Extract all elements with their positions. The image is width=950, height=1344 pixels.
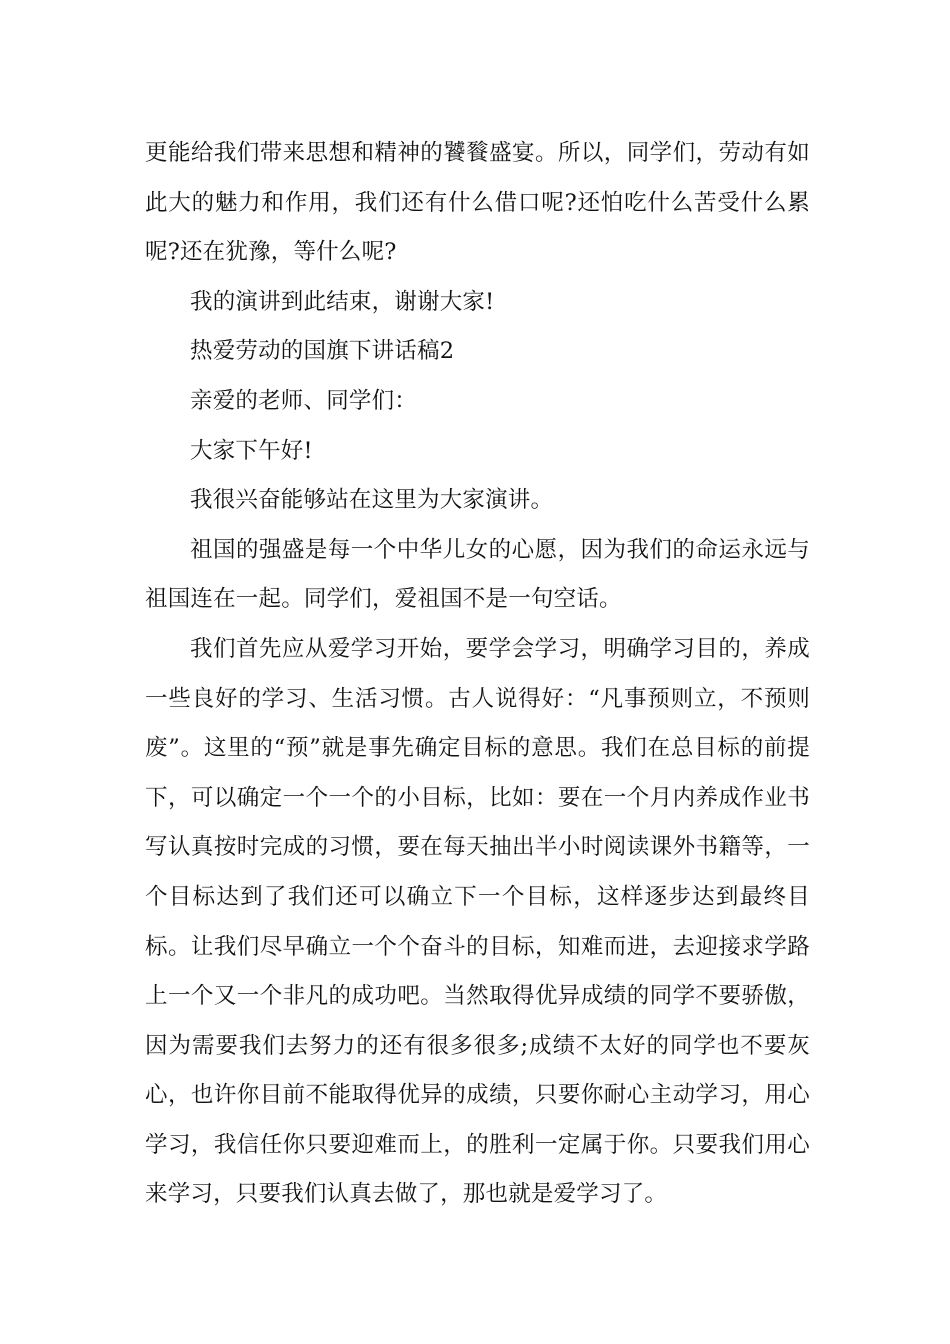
salutation: 亲爱的老师、同学们： [190, 387, 418, 414]
speech-title: 热爱劳动的国旗下讲话稿2 [190, 338, 455, 365]
paragraph-opening: 我很兴奋能够站在这里为大家演讲。 [190, 487, 554, 514]
paragraph-closing: 我的演讲到此结束，谢谢大家! [190, 288, 495, 315]
paragraph-motherland: 祖国的强盛是每一个中华儿女的心愿，因为我们的命运永远与祖国连在一起。同学们，爱祖国不是一句空话。 [145, 536, 810, 613]
paragraph-study: 我们首先应从爱学习开始，要学会学习，明确学习目的，养成一些良好的学习、生活习惯。古人说得好：“凡事预则立，不预则废”。这里的“预”就是事先确定目标的意思。我们在总目标的前提下，可以确定一个一个的小目标，比如：要在一个月内养成作业书写认真按时完成的习惯，要在每天抽出半小时阅读课外书籍等，一个目标达到了我们还可以确立下一个目标，这样逐步达到最终目标。让我们尽早确立一个个奋斗的目标，知难而进，去迎接求学路上一个又一个非凡的成功吧。当然取得优异成绩的同学不要骄傲，因为需要我们去努力的还有很多很多;成绩不太好的同学也不要灰心，也许你目前不能取得优异的成绩，只要你耐心主动学习，用心学习，我信任你只要迎难而上，的胜利一定属于你。只要我们用心来学习，只要我们认真去做了，那也就是爱学习了。 [145, 635, 810, 1208]
document-page [145, 129, 810, 1220]
paragraph-continuation: 更能给我们带来思想和精神的饕餮盛宴。所以，同学们，劳动有如此大的魅力和作用，我们还有什么借口呢?还怕吃什么苦受什么累呢?还在犹豫，等什么呢? [145, 140, 810, 266]
greeting: 大家下午好! [190, 437, 313, 464]
